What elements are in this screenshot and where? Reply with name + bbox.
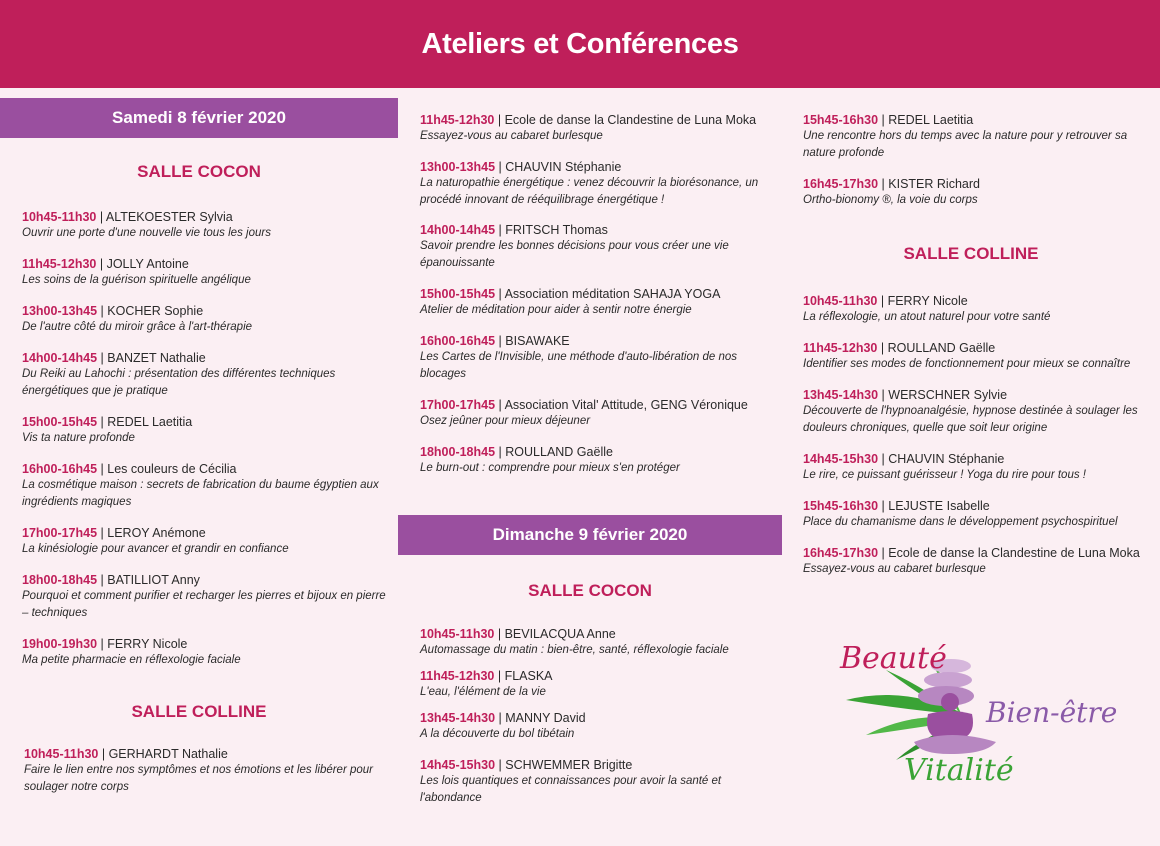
entry-description: Osez jeûner pour mieux déjeuner [420, 415, 591, 427]
entry-heading [420, 626, 776, 642]
entry-heading [803, 498, 1148, 514]
entry-heading [420, 710, 776, 726]
entry-speaker: FRITSCH Thomas [505, 223, 608, 237]
entry-description: Ouvrir une porte d'une nouvelle vie tous les jours [22, 227, 271, 239]
entry-heading [22, 572, 392, 588]
entry-time: 10h45-11h30 [803, 294, 878, 308]
entry-time: 14h45-15h30 [420, 758, 496, 772]
entry-heading [420, 112, 776, 128]
entry-speaker: MANNY David [505, 711, 586, 725]
entry-description: Les soins de la guérison spirituelle angélique [22, 274, 251, 286]
schedule-entry [420, 112, 776, 145]
entry-speaker: LEROY Anémone [107, 526, 206, 540]
entry-speaker: ALTEKOESTER Sylvia [105, 210, 233, 224]
entry-time: 11h45-12h30 [420, 113, 495, 127]
entry-speaker: JOLLY Antoine [106, 257, 189, 271]
entry-description: Essayez-vous au cabaret burlesque [420, 130, 603, 142]
entry-separator: | [878, 499, 889, 513]
schedule-entry [22, 256, 392, 289]
entry-heading [22, 209, 392, 225]
entry-description: Automassage du matin : bien-être, santé, réflexologie faciale [420, 644, 729, 656]
entry-separator: | [97, 462, 108, 476]
entry-speaker: SCHWEMMER Brigitte [505, 758, 633, 772]
entry-separator: | [877, 294, 888, 308]
schedule-entry [420, 397, 776, 430]
day-bar-sunday: Dimanche 9 février 2020 [398, 515, 782, 555]
entry-time: 14h00-14h45 [420, 223, 496, 237]
entry-heading [22, 525, 392, 541]
entry-speaker: Ecole de danse la Clandestine de Luna Moka [888, 546, 1140, 560]
entry-speaker: ROULLAND Gaëlle [887, 341, 996, 355]
entry-separator: | [495, 398, 505, 412]
entry-separator: | [495, 287, 505, 301]
entry-heading [420, 333, 776, 349]
entry-heading [420, 222, 776, 238]
entry-description: La réflexologie, un atout naturel pour votre santé [803, 311, 1051, 323]
entry-heading [24, 746, 392, 762]
entry-description: Vis ta nature profonde [22, 432, 135, 444]
entry-description: Découverte de l'hypnoanalgésie, hypnose destinée à soulager les douleurs chroniques, quelle que soit leur origine [803, 405, 1138, 434]
schedule-entry [803, 112, 1148, 162]
entry-speaker: BISAWAKE [505, 334, 570, 348]
entry-separator: | [494, 113, 505, 127]
salle-heading-sat-cocon: SALLE COCON [137, 162, 261, 181]
entry-heading [22, 350, 392, 366]
entry-separator: | [495, 711, 506, 725]
page-title: Ateliers et Conférences [421, 27, 739, 60]
schedule-entry [24, 746, 392, 796]
entry-separator: | [495, 758, 506, 772]
entry-separator: | [877, 341, 888, 355]
entry-time: 11h45-12h30 [22, 257, 97, 271]
entry-description: Ma petite pharmacie en réflexologie faciale [22, 654, 241, 666]
entry-separator: | [97, 637, 108, 651]
entry-speaker: KOCHER Sophie [107, 304, 204, 318]
entry-time: 11h45-12h30 [803, 341, 878, 355]
entry-description: Les lois quantiques et connaissances pour avoir la santé et l'abondance [420, 775, 722, 804]
entry-time: 17h00-17h45 [420, 398, 496, 412]
entry-heading [803, 545, 1148, 561]
schedule-entry [22, 636, 392, 669]
entry-speaker: BATILLIOT Anny [107, 573, 200, 587]
entry-heading [22, 256, 392, 272]
entry-heading [803, 340, 1148, 356]
schedule-entry [22, 461, 392, 511]
entry-speaker: Ecole de danse la Clandestine de Luna Moka [504, 113, 757, 127]
entry-separator: | [878, 177, 889, 191]
entry-heading [420, 668, 776, 684]
entry-speaker: LEJUSTE Isabelle [888, 499, 990, 513]
entry-description: Atelier de méditation pour aider à sentir notre énergie [420, 304, 692, 316]
salle-heading-sat-colline: SALLE COLLINE [131, 702, 267, 721]
schedule-entry [420, 757, 776, 807]
entry-speaker: FERRY Nicole [887, 294, 968, 308]
entry-speaker: REDEL Laetitia [888, 113, 974, 127]
entry-description: La kinésiologie pour avancer et grandir en confiance [22, 543, 289, 555]
logo-word-beaute: Beauté [840, 641, 947, 676]
schedule-entry [22, 414, 392, 447]
entry-time: 16h00-16h45 [420, 334, 496, 348]
entry-heading [803, 451, 1148, 467]
entry-speaker: BANZET Nathalie [107, 351, 206, 365]
entry-description: Essayez-vous au cabaret burlesque [803, 563, 986, 575]
schedule-entry [803, 387, 1148, 437]
entry-separator: | [96, 257, 107, 271]
entry-heading [420, 286, 776, 302]
logo-word-vitalite: Vitalité [904, 753, 1014, 788]
entry-separator: | [495, 445, 506, 459]
entry-time: 10h45-11h30 [420, 627, 495, 641]
entry-separator: | [878, 113, 889, 127]
entry-speaker: FERRY Nicole [107, 637, 188, 651]
entry-separator: | [878, 388, 889, 402]
schedule-entry [420, 286, 776, 319]
entry-time: 10h45-11h30 [22, 210, 97, 224]
entry-speaker: ROULLAND Gaëlle [505, 445, 613, 459]
entry-speaker: FLASKA [504, 669, 553, 683]
entry-heading [22, 636, 392, 652]
entry-separator: | [494, 669, 505, 683]
entry-description: De l'autre côté du miroir grâce à l'art-thérapie [22, 321, 253, 333]
entry-heading [420, 159, 776, 175]
entry-separator: | [878, 546, 889, 560]
entry-separator: | [98, 747, 109, 761]
entry-heading [420, 397, 776, 413]
entry-heading [22, 461, 392, 477]
entry-time: 10h45-11h30 [24, 747, 99, 761]
header-bar [0, 0, 1160, 88]
entry-time: 15h45-16h30 [803, 499, 879, 513]
entry-time: 13h00-13h45 [22, 304, 98, 318]
schedule-entry [803, 293, 1148, 326]
entry-description: La naturopathie énergétique : venez découvrir la biorésonance, un procédé innovant de rééquilibrage énergétique ! [420, 177, 759, 206]
salle-heading-sun-cocon: SALLE COCON [528, 581, 652, 600]
entry-time: 16h00-16h45 [22, 462, 98, 476]
entry-description: Le burn-out : comprendre pour mieux s'en protéger [420, 462, 680, 474]
entry-time: 14h45-15h30 [803, 452, 879, 466]
schedule-entry [22, 303, 392, 336]
entry-separator: | [494, 627, 505, 641]
entry-time: 13h00-13h45 [420, 160, 496, 174]
entry-time: 15h00-15h45 [22, 415, 98, 429]
entry-time: 18h00-18h45 [420, 445, 496, 459]
entry-separator: | [96, 210, 106, 224]
entry-separator: | [97, 351, 108, 365]
schedule-entry [420, 159, 776, 209]
entry-description: Pourquoi et comment purifier et recharger les pierres et bijoux en pierre – techniques [22, 590, 386, 619]
entry-speaker: CHAUVIN Stéphanie [505, 160, 622, 174]
entry-heading [803, 387, 1148, 403]
entry-description: Faire le lien entre nos symptômes et nos émotions et les libérer pour soulager notre corps [24, 764, 373, 793]
entry-description: L'eau, l'élément de la vie [420, 686, 546, 698]
entry-time: 13h45-14h30 [420, 711, 496, 725]
schedule-entry [420, 668, 776, 701]
schedule-entry [803, 451, 1148, 484]
schedule-entry [420, 222, 776, 272]
entry-description: Identifier ses modes de fonctionnement pour mieux se connaître [803, 358, 1131, 370]
entry-time: 15h00-15h45 [420, 287, 496, 301]
schedule-entry [420, 444, 776, 477]
entry-separator: | [495, 160, 506, 174]
entry-time: 16h45-17h30 [803, 546, 879, 560]
schedule-entry [22, 350, 392, 400]
entry-heading [22, 303, 392, 319]
entry-description: Les Cartes de l'Invisible, une méthode d'auto-libération de nos blocages [420, 351, 738, 380]
entry-time: 13h45-14h30 [803, 388, 879, 402]
schedule-entry [803, 545, 1148, 578]
schedule-entry [420, 333, 776, 383]
entry-speaker: Association méditation SAHAJA YOGA [504, 287, 721, 301]
entry-time: 16h45-17h30 [803, 177, 879, 191]
entry-time: 18h00-18h45 [22, 573, 98, 587]
day-bar-saturday: Samedi 8 février 2020 [0, 98, 398, 138]
entry-separator: | [878, 452, 889, 466]
entry-description: Place du chamanisme dans le développement psychospirituel [803, 516, 1118, 528]
entry-speaker: REDEL Laetitia [107, 415, 193, 429]
entry-description: A la découverte du bol tibétain [420, 728, 575, 740]
entry-speaker: Les couleurs de Cécilia [107, 462, 237, 476]
entry-heading [803, 176, 1148, 192]
entry-speaker: KISTER Richard [888, 177, 980, 191]
schedule-entry [803, 498, 1148, 531]
entry-description: Ortho-bionomy ®, la voie du corps [803, 194, 978, 206]
entry-time: 11h45-12h30 [420, 669, 495, 683]
entry-heading [420, 757, 776, 773]
schedule-entry [803, 340, 1148, 373]
entry-separator: | [97, 573, 108, 587]
entry-description: Le rire, ce puissant guérisseur ! Yoga du rire pour tous ! [803, 469, 1086, 481]
logo-word-bien-etre: Bien-être [986, 696, 1118, 729]
entry-heading [420, 444, 776, 460]
entry-separator: | [495, 223, 506, 237]
schedule-entry [22, 525, 392, 558]
entry-heading [803, 293, 1148, 309]
entry-heading [803, 112, 1148, 128]
salle-heading-sun-colline: SALLE COLLINE [903, 244, 1039, 263]
entry-time: 14h00-14h45 [22, 351, 98, 365]
entry-separator: | [495, 334, 506, 348]
entry-separator: | [97, 304, 108, 318]
entry-description: La cosmétique maison : secrets de fabrication du baume égyptien aux ingrédients magiques [22, 479, 379, 508]
entry-description: Du Reiki au Lahochi : présentation des différentes techniques énergétiques que je pratique [22, 368, 336, 397]
entry-time: 15h45-16h30 [803, 113, 879, 127]
entry-heading [22, 414, 392, 430]
entry-separator: | [97, 415, 108, 429]
schedule-entry [22, 572, 392, 622]
entry-speaker: BEVILACQUA Anne [504, 627, 616, 641]
entry-time: 19h00-19h30 [22, 637, 98, 651]
entry-separator: | [97, 526, 108, 540]
entry-time: 17h00-17h45 [22, 526, 98, 540]
schedule-entry [420, 626, 776, 659]
schedule-entry [803, 176, 1148, 209]
entry-speaker: Association Vital' Attitude, GENG Véronique [504, 398, 748, 412]
schedule-entry [22, 209, 392, 242]
schedule-entry [420, 710, 776, 743]
entry-speaker: GERHARDT Nathalie [108, 747, 228, 761]
entry-speaker: WERSCHNER Sylvie [888, 388, 1008, 402]
entry-speaker: CHAUVIN Stéphanie [888, 452, 1005, 466]
entry-description: Une rencontre hors du temps avec la nature pour y retrouver sa nature profonde [803, 130, 1128, 159]
beaute-bien-etre-vitalite-logo [836, 630, 1136, 790]
entry-description: Savoir prendre les bonnes décisions pour vous créer une vie épanouissante [420, 240, 729, 269]
